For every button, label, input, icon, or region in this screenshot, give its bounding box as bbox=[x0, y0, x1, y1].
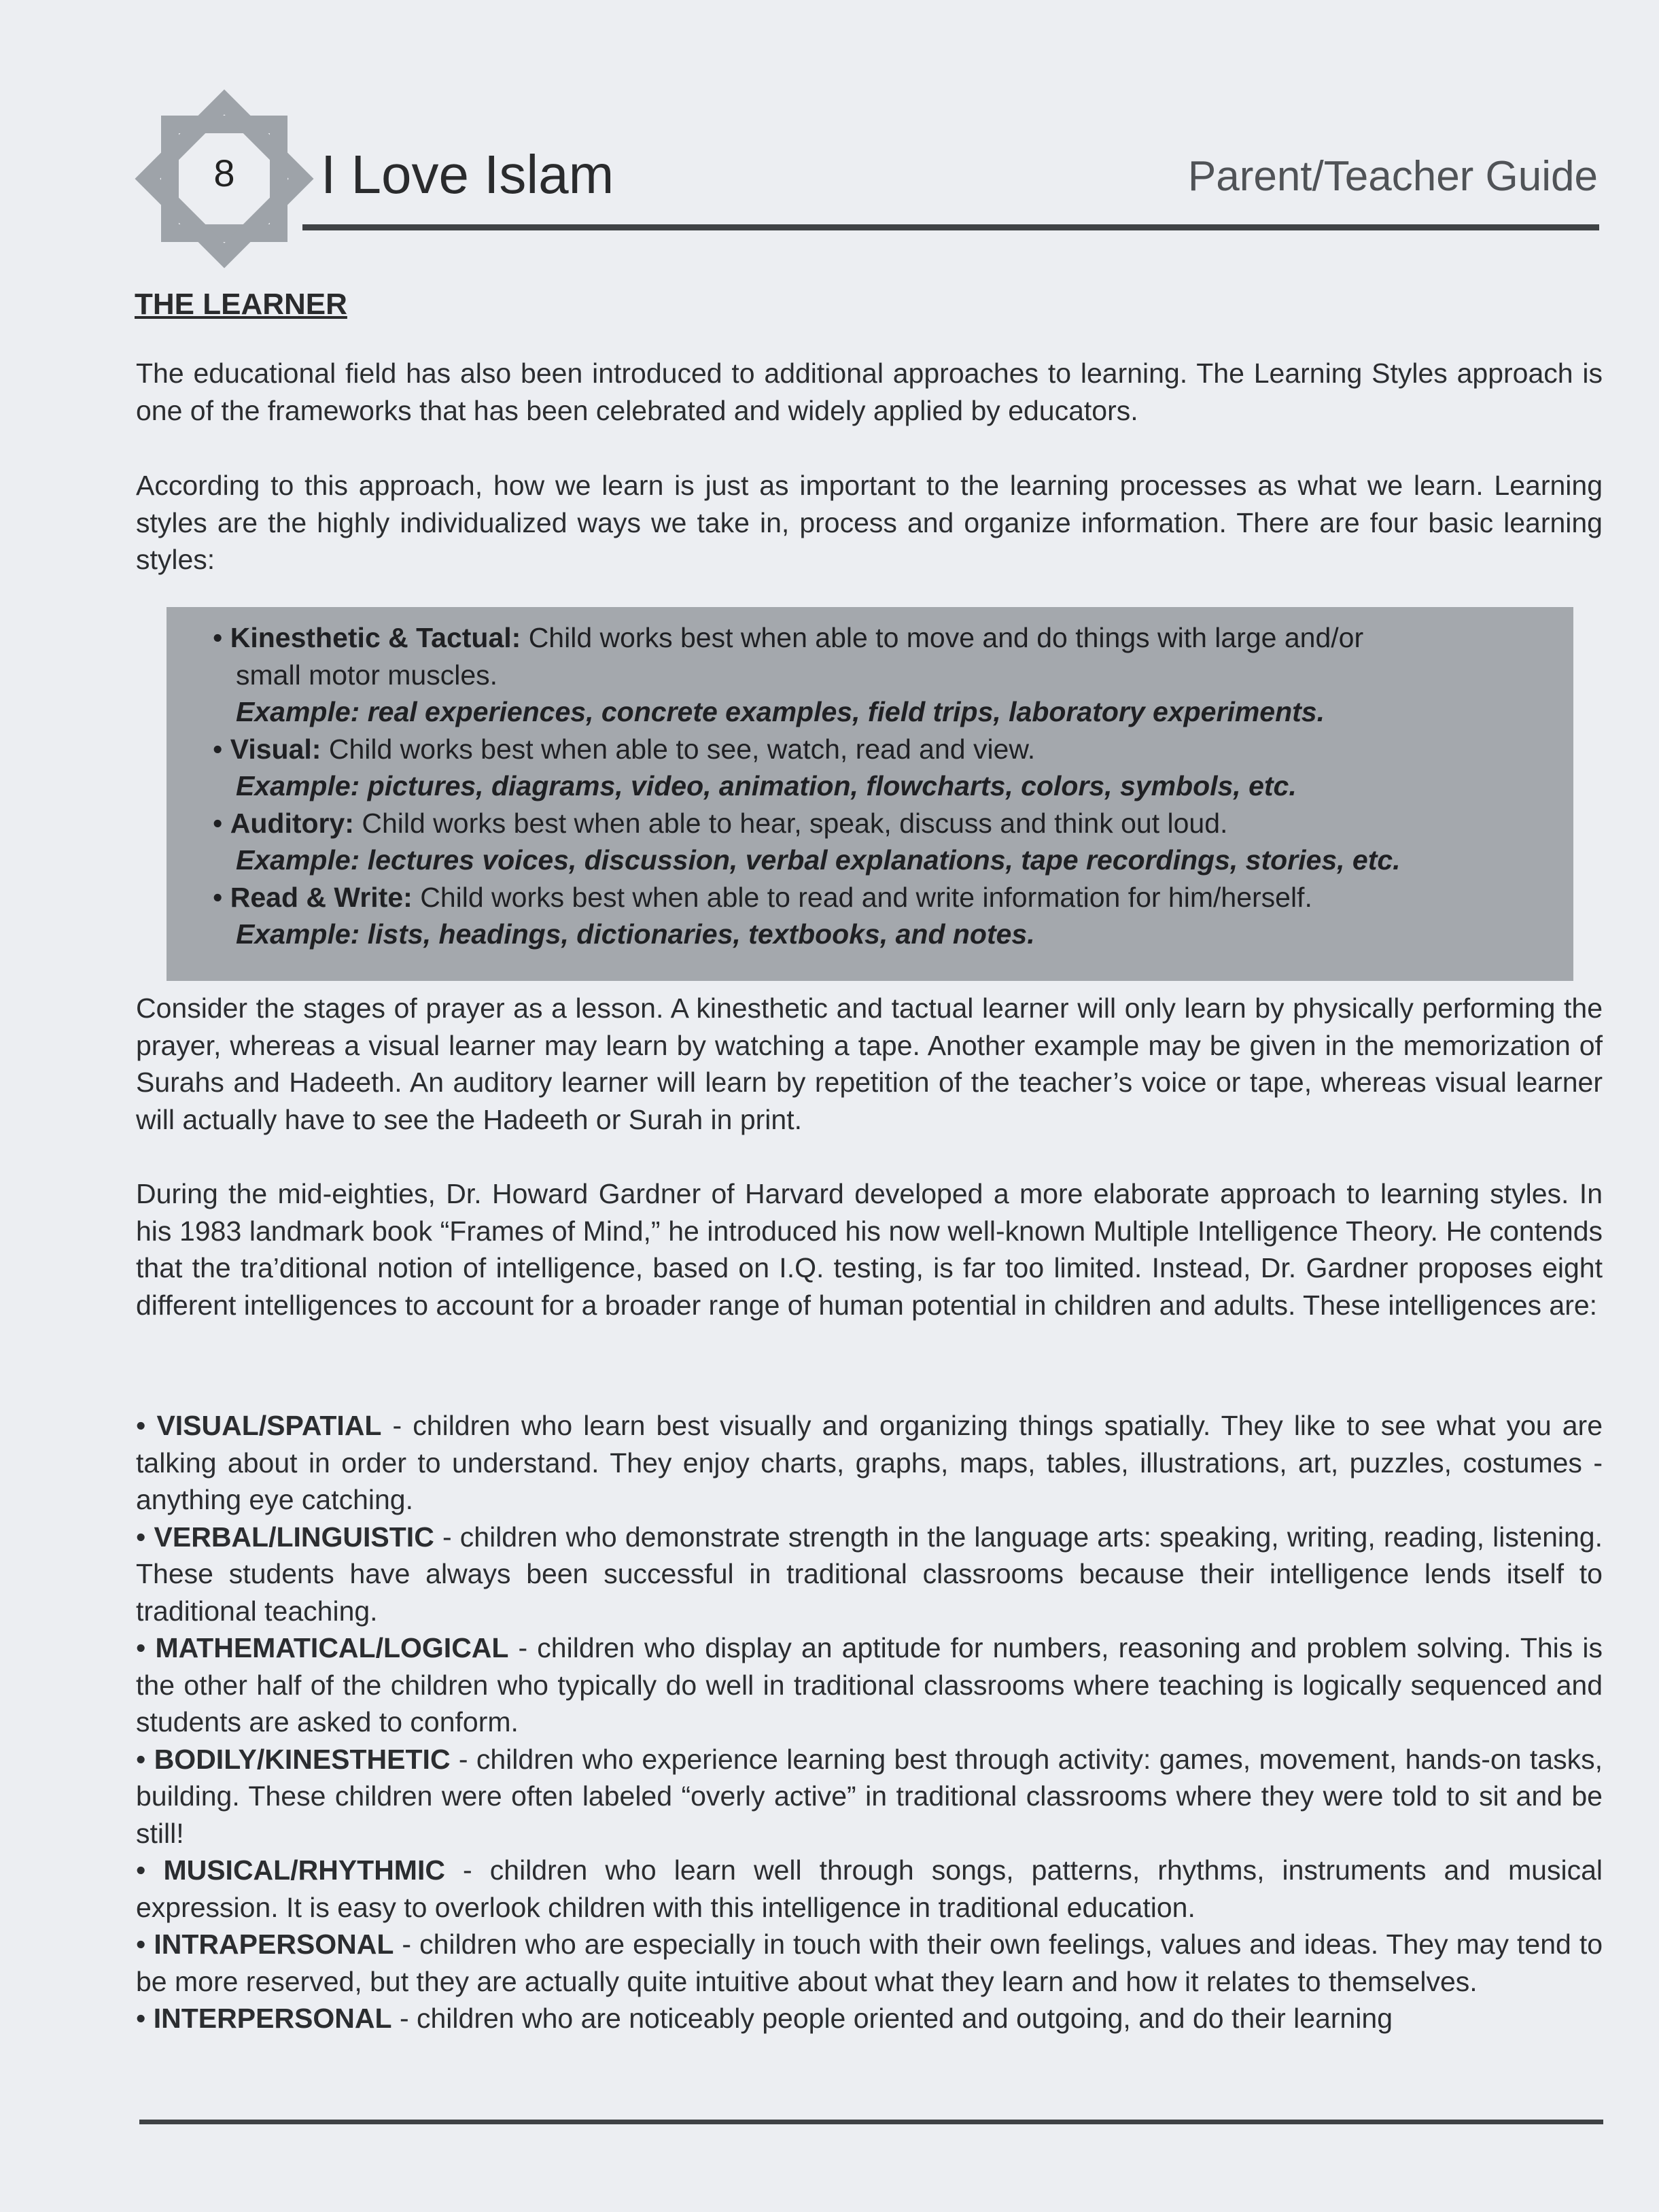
intelligence-description: - children who are especially in touch with their own feelings, values and ideas. They may tend to be more reserved, but they are actually quite intuitive about what they learn and how it relates to themselves. bbox=[136, 1929, 1603, 1997]
paragraph-prayer-example: Consider the stages of prayer as a lesson. A kinesthetic and tactual learner will only learn by physically performing the prayer, whereas a visual learner may learn by watching a tape. Another example may be given in the memorization of Surahs and Hadeeth. An auditory learner will learn by repetition of the teacher’s voice or tape, whereas visual learner will actually have to see the Hadeeth or Surah in print. bbox=[136, 992, 1603, 1135]
book-title: I Love Islam bbox=[321, 144, 614, 205]
learning-styles-box bbox=[167, 607, 1573, 981]
section-heading: THE LEARNER bbox=[135, 288, 347, 321]
page-number: 8 bbox=[213, 152, 235, 194]
intelligence-item: • VISUAL/SPATIAL - children who learn best visually and organizing things spatially. They like to see what you are talking about in order to understand. They enjoy charts, graphs, maps, tables, illustrations, art, puzzles, costumes - anything eye catching. bbox=[136, 1410, 1603, 1515]
guide-title: Parent/Teacher Guide bbox=[1187, 153, 1598, 200]
style-description: Child works best when able to hear, speak, discuss and think out loud. bbox=[362, 807, 1228, 839]
learning-style-item: • Read & Write: Child works best when able to read and write information for him/herself. Example: lists, headings, dictionaries, textbooks, and notes. bbox=[213, 879, 1546, 953]
intelligences-list bbox=[136, 1407, 1603, 2037]
learning-style-item: • Kinesthetic & Tactual: Child works best when able to move and do things with large and/or small motor muscles. Example: real experiences, concrete examples, field trips, laboratory experiments. bbox=[213, 619, 1546, 731]
intelligence-name: MUSICAL/RHYTHMIC bbox=[163, 1854, 445, 1886]
intelligence-name: INTRAPERSONAL bbox=[154, 1929, 394, 1960]
style-example: Example: real experiences, concrete examples, field trips, laboratory experiments. bbox=[236, 696, 1325, 727]
learning-style-item: • Visual: Child works best when able to see, watch, read and view. Example: pictures, diagrams, video, animation, flowcharts, colors, symbols, etc. bbox=[213, 731, 1546, 805]
style-description: Child works best when able to see, watch, read and view. bbox=[328, 733, 1036, 765]
paragraph-gardner: During the mid-eighties, Dr. Howard Gardner of Harvard developed a more elaborate approach to learning styles. In his 1983 landmark book “Frames of Mind,” he introduced his now well-known Multiple Intelligence Theory. He contends that the tra’ditional notion of intelligence, based on I.Q. testing, is far too limited. Instead, Dr. Gardner proposes eight different intelligences to account for a broader range of human potential in children and adults. These intelligences are: bbox=[136, 1178, 1603, 1321]
style-description: Child works best when able to read and write information for him/herself. bbox=[420, 881, 1312, 913]
header-rule bbox=[302, 224, 1599, 230]
intelligence-description: - children who demonstrate strength in the language arts: speaking, writing, reading, listening. These students have always been successful in traditional classrooms because their intelligence lends itself to traditional teaching. bbox=[136, 1521, 1603, 1627]
intelligence-item: • INTRAPERSONAL - children who are especially in touch with their own feelings, values and ideas. They may tend to be more reserved, but they are actually quite intuitive about what they learn and how it relates to themselves. bbox=[136, 1929, 1603, 1997]
intelligence-item: • BODILY/KINESTHETIC - children who experience learning best through activity: games, movement, hands-on tasks, building. These children were often labeled “overly active” in traditional classrooms where they were told to sit and be still! bbox=[136, 1743, 1603, 1849]
intelligence-name: VISUAL/SPATIAL bbox=[156, 1410, 382, 1441]
style-label: Kinesthetic & Tactual: bbox=[230, 622, 521, 653]
intelligence-name: INTERPERSONAL bbox=[153, 2003, 392, 2034]
footer-rule bbox=[139, 2120, 1603, 2124]
intelligence-item: • MUSICAL/RHYTHMIC - children who learn well through songs, patterns, rhythms, instruments and musical expression. It is easy to overlook children with this intelligence in traditional education. bbox=[136, 1854, 1603, 1923]
intelligence-item: • VERBAL/LINGUISTIC - children who demonstrate strength in the language arts: speaking, writing, reading, listening. These students have always been successful in traditional classrooms because their intelligence lends itself to traditional teaching. bbox=[136, 1521, 1603, 1627]
intelligence-description: - children who experience learning best through activity: games, movement, hands-on tasks, building. These children were often labeled “overly active” in traditional classrooms where they were told to sit and be still! bbox=[136, 1743, 1603, 1849]
style-example: Example: lectures voices, discussion, verbal explanations, tape recordings, stories, etc. bbox=[236, 844, 1401, 876]
style-example: Example: lists, headings, dictionaries, textbooks, and notes. bbox=[236, 918, 1035, 950]
intelligence-name: VERBAL/LINGUISTIC bbox=[154, 1521, 434, 1553]
intelligence-description: - children who learn best visually and organizing things spatially. They like to see what you are talking about in order to understand. They enjoy charts, graphs, maps, tables, illustrations, art, puzzles, costumes - anything eye catching. bbox=[136, 1410, 1603, 1515]
intelligence-description: - children who display an aptitude for numbers, reasoning and problem solving. This is the other half of the children who typically do well in traditional classrooms where teaching is logically sequenced and students are asked to conform. bbox=[136, 1632, 1603, 1738]
style-label: Read & Write: bbox=[230, 881, 413, 913]
style-description: Child works best when able to move and do things with large and/or bbox=[528, 622, 1364, 653]
intelligence-name: BODILY/KINESTHETIC bbox=[154, 1743, 451, 1775]
intelligence-item: • MATHEMATICAL/LOGICAL - children who display an aptitude for numbers, reasoning and problem solving. This is the other half of the children who typically do well in traditional classrooms where teaching is logically sequenced and students are asked to conform. bbox=[136, 1632, 1603, 1738]
learning-style-item: • Auditory: Child works best when able to hear, speak, discuss and think out loud. Example: lectures voices, discussion, verbal explanations, tape recordings, stories, etc. bbox=[213, 805, 1546, 879]
style-description-cont: small motor muscles. bbox=[236, 659, 498, 691]
intelligence-description: - children who are noticeably people oriented and outgoing, and do their learning bbox=[391, 2003, 1393, 2034]
intelligence-item: • INTERPERSONAL - children who are noticeably people oriented and outgoing, and do their learning bbox=[136, 2003, 1393, 2034]
paragraph-approach: According to this approach, how we learn is just as important to the learning processes as what we learn. Learning styles are the highly individualized ways we take in, process and organize information. There are four basic learning styles: bbox=[136, 470, 1603, 575]
paragraph-intro: The educational field has also been introduced to additional approaches to learning. The Learning Styles approach is one of the frameworks that has been celebrated and widely applied by educators. bbox=[136, 358, 1603, 426]
style-example: Example: pictures, diagrams, video, animation, flowcharts, colors, symbols, etc. bbox=[236, 770, 1297, 801]
intelligence-description: - children who learn well through songs, patterns, rhythms, instruments and musical expression. It is easy to overlook children with this intelligence in traditional education. bbox=[136, 1854, 1603, 1923]
intelligence-name: MATHEMATICAL/LOGICAL bbox=[155, 1632, 509, 1663]
style-label: Auditory: bbox=[230, 807, 354, 839]
style-label: Visual: bbox=[230, 733, 321, 765]
